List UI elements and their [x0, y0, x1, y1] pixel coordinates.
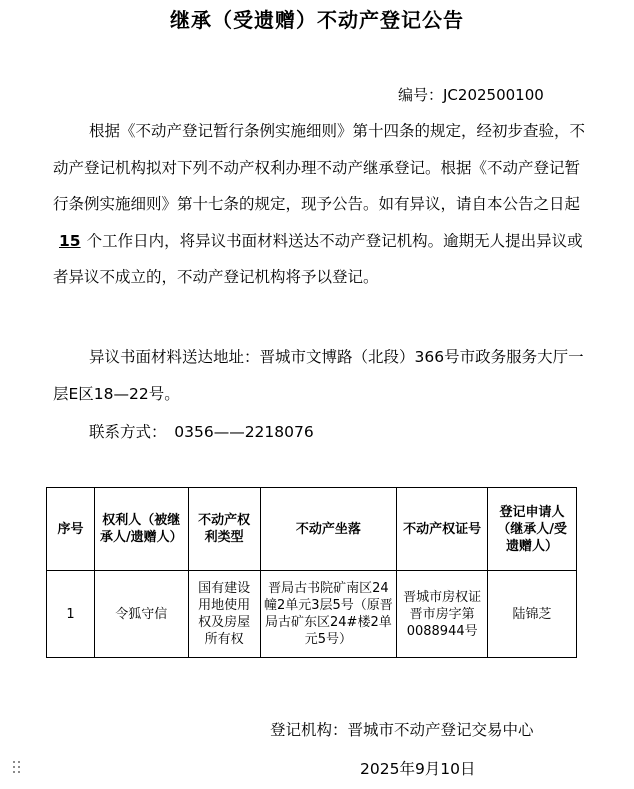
paragraph-text-b: 个工作日内，将异议书面材料送达不动产登记机构。逾期无人提出异议或者异议不成立的，不动产登记机构将予以登记。	[53, 231, 583, 287]
address-text: 异议书面材料送达地址：晋城市文博路（北段）366号市政务服务大厅一层E区18—22号。	[53, 348, 584, 403]
contact-text: 联系方式： 0356——2218076	[89, 423, 314, 441]
notice-paragraph-main	[53, 113, 588, 296]
contact-line	[53, 414, 588, 451]
table-header-row	[47, 488, 577, 571]
cell-applicant: 陆锦芝	[488, 571, 577, 658]
header-right-type: 不动产权利类型	[188, 488, 260, 571]
header-applicant: 登记申请人（继承人/受遗赠人）	[488, 488, 577, 571]
cell-seq: 1	[47, 571, 95, 658]
header-location: 不动产坐落	[260, 488, 397, 571]
registration-authority: 登记机构：晋城市不动产登记交易中心	[270, 721, 534, 739]
document-number: 编号：JC202500100	[398, 86, 544, 104]
cell-certificate: 晋城市房权证晋市房字第0088944号	[397, 571, 488, 658]
objection-address	[53, 339, 588, 412]
notice-title: 继承（受遗赠）不动产登记公告	[170, 8, 464, 32]
cell-right-holder: 令狐守信	[94, 571, 188, 658]
header-certificate: 不动产权证号	[397, 488, 488, 571]
notice-date: 2025年9月10日	[360, 760, 476, 778]
property-table	[46, 487, 577, 658]
table-row	[47, 571, 577, 658]
cell-right-type: 国有建设用地使用权及房屋所有权	[188, 571, 260, 658]
paragraph-text-a: 根据《不动产登记暂行条例实施细则》第十四条的规定，经初步查验，不动产登记机构拟对下列不动产权利办理不动产继承登记。根据《不动产登记暂行条例实施细则》第十七条的规定，现予公告。如有异议，请自本公告之日起	[53, 122, 586, 214]
header-seq: 序号	[47, 488, 95, 571]
drag-handle-icon[interactable]	[12, 760, 22, 774]
cell-location: 晋局古书院矿南区24幢2单元3层5号（原晋局古矿东区24#楼2单元5号）	[260, 571, 397, 658]
header-right-holder: 权利人（被继承人/遗赠人）	[94, 488, 188, 571]
objection-days: 15	[59, 231, 81, 250]
